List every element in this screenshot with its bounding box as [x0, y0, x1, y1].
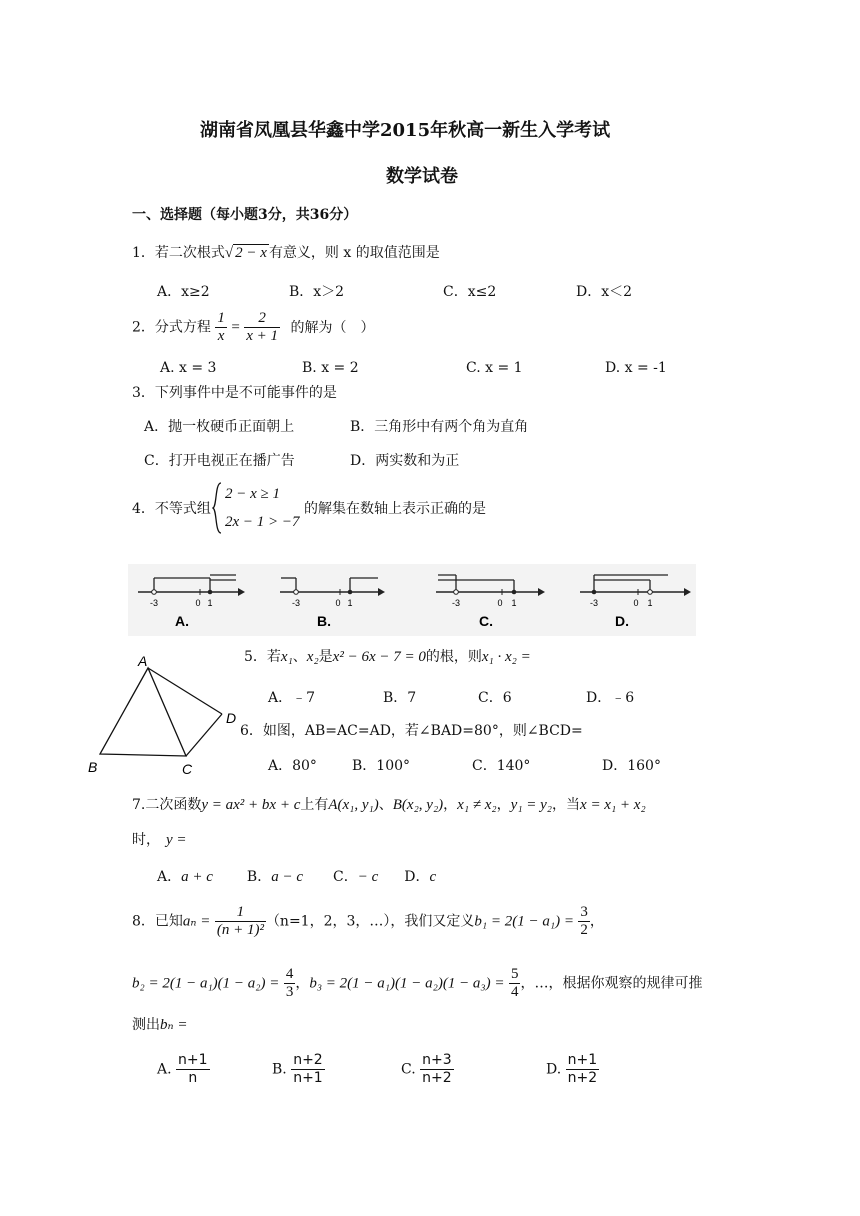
q8-b2: b₂ = 2(1 − a₁)(1 − a₂) =: [132, 975, 280, 992]
q3-option-d: D．两实数和为正: [350, 453, 460, 469]
q2-den-2: x + 1: [246, 328, 279, 344]
q2-equals: =: [231, 319, 240, 336]
q4-prefix: 4．不等式组: [132, 501, 211, 517]
q7-option-c-value: − c: [357, 869, 379, 885]
tick-label: -3: [291, 598, 301, 608]
q8-an-den: (n + 1)²: [216, 922, 264, 938]
q8-option-b: [272, 1052, 325, 1087]
point-b-label: B: [88, 759, 98, 775]
q7-point-b: B(x₂, y₂): [392, 797, 444, 813]
exam-subtitle: 数学试卷: [386, 166, 458, 187]
tick-label: 1: [511, 598, 517, 608]
q8-option-a-den: n: [188, 1070, 198, 1086]
q8-b2-fraction: [284, 966, 296, 1001]
question-6: 6．如图，AB=AC=AD，若∠BAD=80°，则∠BCD=: [240, 723, 583, 739]
q8-option-d-den: n+2: [567, 1070, 598, 1086]
q8-option-b-num: n+2: [293, 1052, 323, 1068]
q2-suffix: 的解为（ ）: [290, 319, 375, 336]
q2-option-c: C. x = 1: [466, 360, 523, 376]
q3-option-a: A．抛一枚硬币正面朝上: [144, 419, 295, 435]
q8-b1: b₁ = 2(1 − a₁) =: [474, 913, 574, 930]
q8-option-c-letter: C.: [401, 1061, 416, 1078]
q7-line-2: [132, 831, 187, 849]
q8-tail: ，…，根据你观察的规律可推: [520, 975, 703, 992]
q8-option-c-num: n+3: [422, 1052, 452, 1068]
tick-label: 0: [335, 598, 341, 608]
q5-sep: 、: [292, 649, 307, 665]
q5-x2: x₂: [306, 649, 319, 665]
q7-when: ，当: [552, 797, 581, 813]
q7-option-a: A．: [157, 869, 182, 885]
q8-range: （n=1，2，3，…），我们又定义: [265, 913, 475, 930]
q8-line-3: [132, 1016, 187, 1034]
q8-option-a-fraction: [176, 1052, 210, 1087]
q8-option-d-letter: D.: [546, 1061, 562, 1078]
q7-comma: ，: [443, 797, 458, 813]
q8-b2-den: 3: [285, 984, 294, 1000]
q8-bn: bₙ =: [160, 1017, 188, 1033]
tick-label: -3: [149, 598, 159, 608]
q1-radicand: 2 − x: [235, 245, 267, 261]
q4-line-1: 2 − x ≥ 1: [225, 486, 281, 502]
option-label: A.: [175, 613, 189, 629]
point-c-label: C: [182, 761, 193, 777]
q5-option-d: D．﹣6: [586, 690, 635, 706]
q4-line-2: 2x − 1 > −7: [225, 514, 300, 530]
q7-option-b-value: a − c: [271, 869, 303, 885]
number-line-options: [128, 564, 696, 636]
q8-b3-fraction: [509, 966, 521, 1001]
question-5: [244, 648, 531, 666]
q1-option-c: C．x≤2: [443, 284, 497, 300]
q7-sep: 、: [378, 797, 393, 813]
q5-prefix: 5．若: [244, 649, 281, 665]
q1-prefix: 1．若二次根式: [132, 245, 225, 261]
q1-option-d: D．x＜2: [576, 284, 633, 300]
question-1: [132, 244, 440, 262]
q1-option-b: B．x＞2: [289, 284, 345, 300]
q7-on: 上有: [300, 797, 329, 813]
tick-label: 1: [347, 598, 353, 608]
section-heading: 一、选择题（每小题3分，共36分）: [132, 207, 358, 223]
q8-line-2: [132, 966, 702, 1001]
q6-option-d: D．160°: [602, 758, 661, 774]
q7-x-sum: x = x₁ + x₂: [580, 797, 646, 813]
q5-x1: x₁: [280, 649, 293, 665]
q8-b2-num: 4: [285, 966, 294, 982]
q6-option-c: C．140°: [472, 758, 531, 774]
question-8: [132, 904, 604, 939]
q2-num-1: 1: [217, 310, 225, 326]
option-label: B.: [317, 613, 331, 629]
q8-option-d: [546, 1052, 599, 1087]
q6-option-b: B．100°: [352, 758, 411, 774]
tick-label: 0: [497, 598, 503, 608]
q3-option-b: B．三角形中有两个角为直角: [350, 419, 529, 435]
q2-fraction-left: [215, 310, 227, 345]
q8-infer: 测出: [132, 1017, 160, 1033]
q8-b3-num: 5: [510, 966, 519, 982]
q8-option-a-letter: A.: [157, 1061, 172, 1078]
q5-option-c: C．6: [478, 690, 512, 706]
q7-option-c: C．: [332, 869, 358, 885]
q7-point-a: A(x₁, y₁): [328, 797, 379, 813]
q2-prefix: 2．分式方程: [132, 319, 211, 336]
q2-option-b: B. x = 2: [302, 360, 359, 376]
q8-b3: b₃ = 2(1 − a₁)(1 − a₂)(1 − a₃) =: [309, 975, 505, 992]
tick-label: -3: [589, 598, 599, 608]
option-label: C.: [479, 613, 493, 629]
q2-den-1: x: [217, 328, 225, 344]
q5-equation: x² − 6x − 7 = 0: [332, 649, 426, 665]
q1-option-a: A．x≥2: [157, 284, 210, 300]
point-a-label: A: [138, 653, 148, 669]
q8-comma: ，: [589, 913, 604, 930]
q8-sep: ，: [295, 975, 310, 992]
q7-not-equal: x₁ ≠ x₂: [457, 797, 497, 813]
q1-radical: √ 2 − x: [224, 245, 267, 261]
tick-label: 0: [195, 598, 201, 608]
q8-option-c-den: n+2: [422, 1070, 452, 1086]
q8-option-b-den: n+1: [293, 1070, 323, 1086]
q8-option-c: [401, 1052, 454, 1087]
q7-option-d: D．: [404, 869, 430, 885]
q3-option-c: C．打开电视正在播广告: [144, 453, 295, 469]
triangle-figure: [82, 650, 242, 780]
q5-mid2: 的根，则: [425, 649, 482, 665]
q4-suffix: 的解集在数轴上表示正确的是: [304, 501, 486, 517]
q8-b1-den: 2: [580, 922, 588, 938]
q7-function: y = ax² + bx + c: [201, 797, 301, 813]
q7-y-equal: y₁ = y₂: [510, 797, 553, 813]
q8-option-b-letter: B.: [272, 1061, 287, 1078]
q1-suffix: 有意义，则 x 的取值范围是: [268, 245, 440, 261]
q8-option-a-num: n+1: [178, 1052, 208, 1068]
q5-option-b: B．7: [383, 690, 417, 706]
exam-title: 湖南省凤凰县华鑫中学2015年秋高一新生入学考试: [200, 120, 611, 141]
q6-option-a: A．80°: [268, 758, 317, 774]
q7-time: 时，: [132, 832, 160, 848]
question-7: [132, 796, 646, 814]
tick-label: 1: [207, 598, 213, 608]
q4-brace: [212, 482, 222, 534]
q7-option-a-value: a + c: [181, 869, 213, 885]
q8-b3-den: 4: [510, 984, 519, 1000]
q8-b1-num: 3: [580, 904, 588, 920]
q8-an-fraction: [215, 904, 266, 939]
q7-option-d-value: c: [429, 869, 437, 885]
tick-label: 0: [633, 598, 639, 608]
point-d-label: D: [226, 710, 237, 726]
tick-label: -3: [451, 598, 461, 608]
q2-num-2: 2: [244, 310, 280, 328]
q7-option-b: B．: [246, 869, 272, 885]
q8-b1-fraction: [578, 904, 590, 939]
question-2: [132, 310, 374, 345]
q8-option-d-fraction: [566, 1052, 600, 1087]
q8-option-c-fraction: [420, 1052, 454, 1087]
q8-prefix: 8．已知: [132, 913, 183, 930]
q2-option-d: D. x = -1: [605, 360, 667, 376]
q8-an-num: 1: [215, 904, 266, 922]
question-3: 3．下列事件中是不可能事件的是: [132, 385, 337, 401]
q5-product: x₁ · x₂ =: [481, 649, 531, 665]
q7-comma: ，: [496, 797, 511, 813]
q5-option-a: A．﹣7: [268, 690, 316, 706]
q7-options: [157, 868, 436, 886]
q5-mid: 是: [318, 649, 333, 665]
q8-option-d-num: n+1: [567, 1052, 598, 1068]
q8-an: aₙ =: [182, 913, 211, 930]
q7-y: y =: [166, 832, 187, 848]
tick-label: 1: [647, 598, 653, 608]
q7-prefix: 7.二次函数: [132, 797, 202, 813]
option-label: D.: [615, 613, 629, 629]
q2-fraction-right: [244, 310, 280, 345]
q8-option-a: [157, 1052, 210, 1087]
q8-option-b-fraction: [291, 1052, 325, 1087]
q2-option-a: A. x = 3: [160, 360, 217, 376]
